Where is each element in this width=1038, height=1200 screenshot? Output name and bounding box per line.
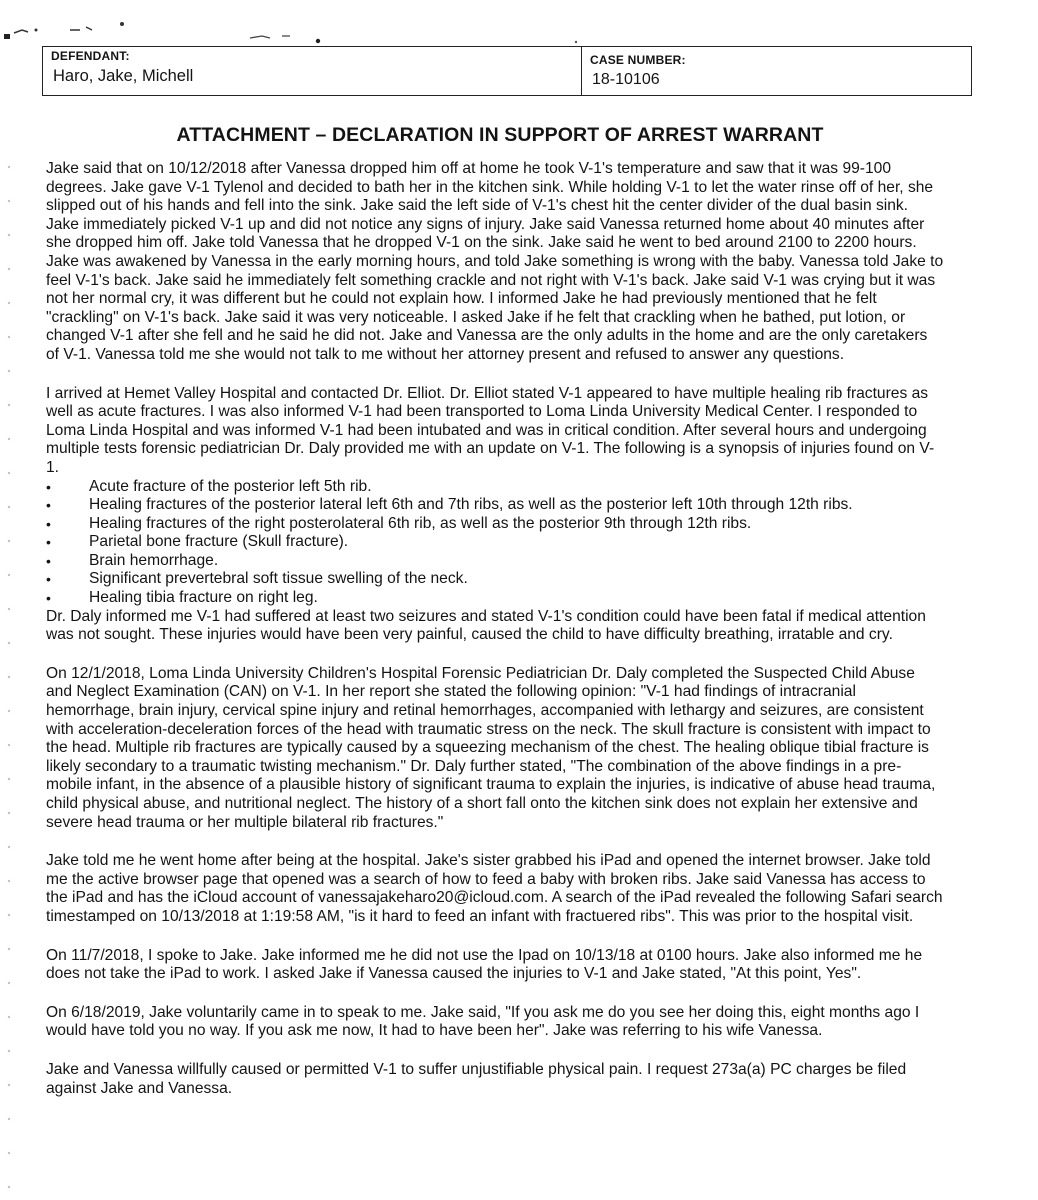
- paragraph-hospital-visit: I arrived at Hemet Valley Hospital and contacted Dr. Elliot. Dr. Elliot stated V-1 appeared to have multiple healing rib fractures as well as acute fractures. I was also informed V-1 had been transported to Loma Linda University Medical Center. I responded to Loma Linda Hospital and was informed V-1 had been intubated and was in critical condition. After several hours and undergoing multiple tests forensic pediatrician Dr. Daly provided me with an update on V-1. The following is a synopsis of injuries found on V-1.: [46, 384, 935, 476]
- scan-edge-marks: [2, 150, 16, 1190]
- paragraph-seizures: Dr. Daly informed me V-1 had suffered at least two seizures and stated V-1's condition could have been fatal if medical attention was not sought. These injuries would have been very painful, caused the child to have difficulty breathing, irratable and cry.: [46, 607, 926, 644]
- paragraph-conclusion: Jake and Vanessa willfully caused or permitted V-1 to suffer unjustifiable physical pain. I request 273a(a) PC charges be filed against Jake and Vanessa.: [46, 1060, 907, 1097]
- case-number-value: 18-10106: [592, 71, 660, 88]
- document-title: ATTACHMENT – DECLARATION IN SUPPORT OF ARREST WARRANT: [176, 124, 824, 146]
- list-item: • Healing tibia fracture on right leg.: [46, 589, 944, 608]
- defendant-label: DEFENDANT:: [51, 49, 130, 63]
- defendant-cell: [43, 47, 581, 95]
- case-number-label: CASE NUMBER:: [590, 53, 686, 67]
- list-item: • Significant prevertebral soft tissue swelling of the neck.: [46, 570, 944, 589]
- injury-list: [46, 478, 944, 608]
- paragraph-fall-account: Jake said that on 10/12/2018 after Vanessa dropped him off at home he took V-1's temperature and saw that it was 99-100 degrees. Jake gave V-1 Tylenol and decided to bath her in the kitchen sink. While holding V-1 to let the water rinse off of her, she slipped out of his hands and fell into the sink. Jake said the left side of V-1's chest hit the center divider of the dual basin sink. Jake immediately picked V-1 up and did not notice any signs of injury. Jake said Vanessa returned home about 40 minutes after she dropped him off. Jake told Vanessa that he dropped V-1 on the sink. Jake said he went to bed around 2100 to 2200 hours. Jake was awakened by Vanessa in the early morning hours, and told Jake something is wrong with the baby. Vanessa told Jake to feel V-1's back. Jake said he immediately felt something crackle and not right with V-1's back. Jake said V-1 was crying but it was not her normal cry, it was different but he could not explain how. I informed Jake he had previously mentioned that he felt "crackling" on V-1's back. Jake said it was very noticeable. I asked Jake if he felt that crackling when he bathed, put lotion, or changed V-1 after she fell and he said he did not. Jake and Vanessa are the only adults in the home and are the only caretakers of V-1. Vanessa told me she would not talk to me without her attorney present and refused to answer any questions.: [46, 160, 944, 363]
- defendant-name: Haro, Jake, Michell: [53, 67, 194, 85]
- list-item: • Parietal bone fracture (Skull fracture).: [46, 533, 944, 552]
- declaration-body: [46, 160, 944, 1118]
- paragraph-interview-nov: On 11/7/2018, I spoke to Jake. Jake informed me he did not use the Ipad on 10/13/18 at 0100 hours. Jake also informed me he does not take the iPad to work. I asked Jake if Vanessa caused the injuries to V-1 and Jake stated, "At this point, Yes".: [46, 946, 923, 983]
- paragraph-can-exam: On 12/1/2018, Loma Linda University Children's Hospital Forensic Pediatrician Dr. Daly completed the Suspected Child Abuse and Neglect Examination (CAN) on V-1. In her report she stated the following opinion: "V-1 had findings of intracranial hemorrhage, brain injury, cervical spine injury and retinal hemorrhages, accompanied with lethargy and seizures, are consistent with acceleration-deceleration forces of the head with traumatic stress on the neck. The skull fracture is consistent with impact to the head. Multiple rib fractures are typically caused by a squeezing mechanism of the chest. The healing oblique tibial fracture is likely secondary to a traumatic twisting mechanism." Dr. Daly further stated, "The combination of the above findings in a pre-mobile infant, in the absence of a plausible history of significant trauma to explain the injuries, is indicative of abuse head trauma, child physical abuse, and nutritional neglect. The history of a short fall onto the kitchen sink does not explain her extensive and severe head trauma or her multiple bilateral rib fractures.": [46, 664, 936, 831]
- list-item: • Healing fractures of the posterior lateral left 6th and 7th ribs, as well as the posterior left 10th through 12th ribs.: [46, 496, 944, 515]
- paragraph-ipad-search: Jake told me he went home after being at the hospital. Jake's sister grabbed his iPad and opened the internet browser. Jake told me the active browser page that opened was a search of how to feed a baby with broken ribs. Jake said Vanessa has access to the iPad and has the iCloud account of vanessajakeharo20@icloud.com. A search of the iPad revealed the following Safari search timestamped on 10/13/2018 at 1:19:58 AM, "is it hard to feed an infant with fractuered ribs". This was prior to the hospital visit.: [46, 852, 943, 925]
- list-item: • Healing fractures of the right posterolateral 6th rib, as well as the posterior 9th through 12th ribs.: [46, 515, 944, 534]
- case-header-box: [42, 46, 972, 96]
- list-item: • Acute fracture of the posterior left 5th rib.: [46, 478, 944, 497]
- case-number-cell: [581, 47, 971, 95]
- list-item: • Brain hemorrhage.: [46, 552, 944, 571]
- paragraph-interview-june: On 6/18/2019, Jake voluntarily came in to speak to me. Jake said, "If you ask me do you see her doing this, eight months ago I would have told you no way. If you ask me now, It had to have been her". Jake was referring to his wife Vanessa.: [46, 1003, 920, 1040]
